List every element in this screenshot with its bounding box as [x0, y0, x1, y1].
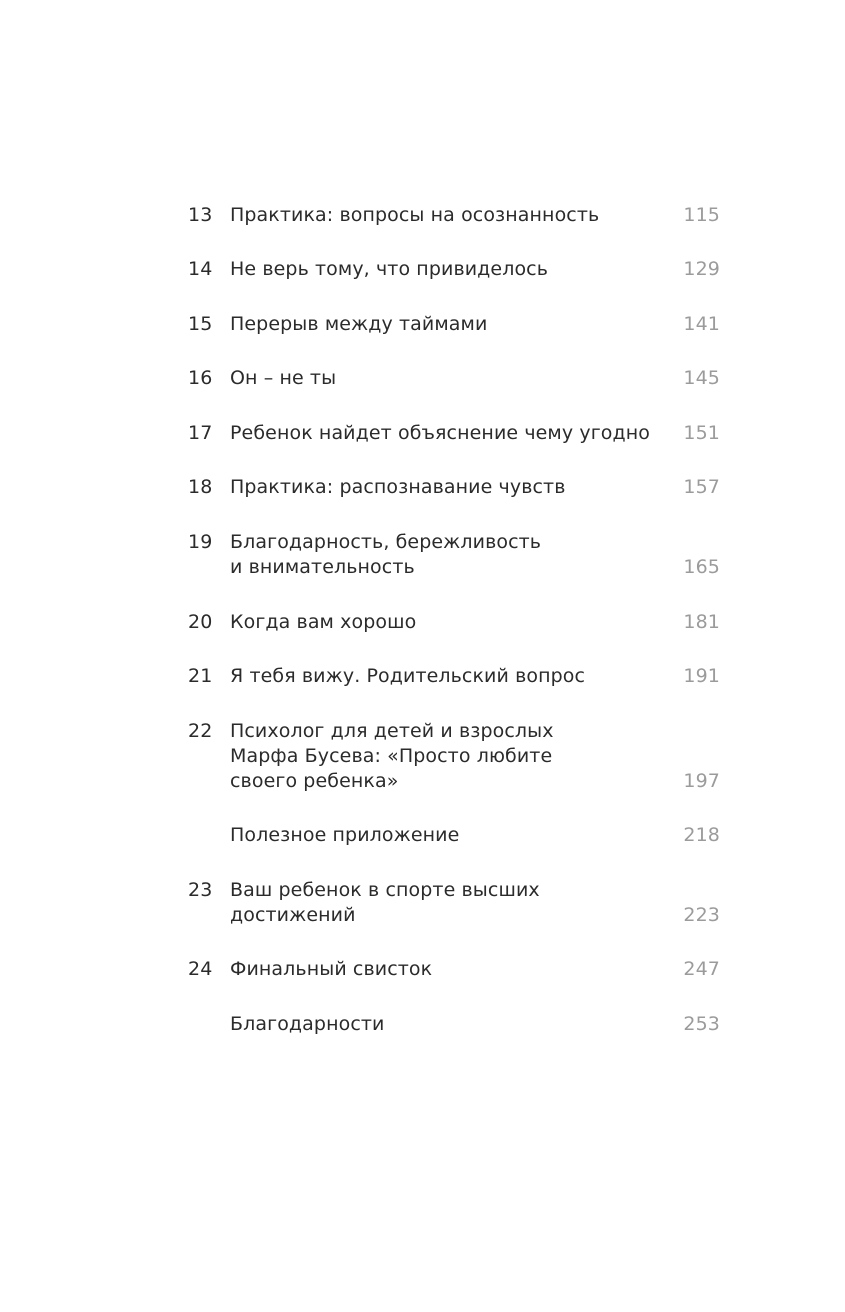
chapter-title: Финальный свисток	[230, 958, 433, 980]
page-number: 181	[683, 611, 720, 633]
chapter-title: Я тебя вижу. Родительский вопрос	[230, 665, 586, 687]
chapter-title: Практика: вопросы на осознанность	[230, 204, 600, 226]
chapter-number: 23	[188, 879, 213, 901]
toc-entry-20	[188, 610, 720, 635]
toc-entry-23	[188, 878, 720, 928]
toc-entry-18	[188, 475, 720, 500]
page-number: 253	[683, 1013, 720, 1035]
chapter-number: 21	[188, 665, 213, 687]
chapter-title: Психолог для детей и взрослых Марфа Бусева: «Просто любите своего ребенка»	[230, 720, 554, 792]
chapter-title: Благодарность, бережливость и внимательность	[230, 531, 542, 578]
toc-entry-14	[188, 257, 720, 282]
chapter-title: Полезное приложение	[230, 824, 460, 846]
chapter-title: Благодарности	[230, 1013, 385, 1035]
chapter-number: 19	[188, 531, 213, 553]
toc-entry-acknowledgments	[188, 1012, 720, 1037]
chapter-number: 14	[188, 258, 213, 280]
page-number: 165	[683, 556, 720, 578]
chapter-number: 16	[188, 367, 213, 389]
toc-entry-15	[188, 312, 720, 337]
page-number: 145	[683, 367, 720, 389]
chapter-title: Ребенок найдет объяснение чему угодно	[230, 422, 650, 444]
chapter-number: 15	[188, 313, 213, 335]
chapter-title: Ваш ребенок в спорте высших достижений	[230, 879, 540, 926]
page-number: 115	[683, 204, 720, 226]
chapter-number: 22	[188, 720, 213, 742]
page-number: 151	[683, 422, 720, 444]
page-number: 197	[683, 770, 720, 792]
page-number: 223	[683, 904, 720, 926]
chapter-title: Он – не ты	[230, 367, 337, 389]
chapter-number: 24	[188, 958, 213, 980]
toc-entry-24	[188, 957, 720, 982]
chapter-number: 13	[188, 204, 213, 226]
toc-entry-17	[188, 421, 720, 446]
chapter-title: Перерыв между таймами	[230, 313, 488, 335]
chapter-number: 20	[188, 611, 213, 633]
toc-entry-22	[188, 719, 720, 794]
toc-entry-16	[188, 366, 720, 391]
toc-entry-13	[188, 203, 720, 228]
chapter-title: Не верь тому, что привиделось	[230, 258, 549, 280]
chapter-number: 17	[188, 422, 213, 444]
page-number: 247	[683, 958, 720, 980]
chapter-title: Практика: распознавание чувств	[230, 476, 566, 498]
page-number: 218	[683, 824, 720, 846]
chapter-number: 18	[188, 476, 213, 498]
page-number: 141	[683, 313, 720, 335]
toc-entry-21	[188, 664, 720, 689]
page-number: 191	[683, 665, 720, 687]
toc-entry-appendix	[188, 823, 720, 848]
chapter-title: Когда вам хорошо	[230, 611, 417, 633]
page-number: 129	[683, 258, 720, 280]
page-number: 157	[683, 476, 720, 498]
toc-entry-19	[188, 530, 720, 580]
